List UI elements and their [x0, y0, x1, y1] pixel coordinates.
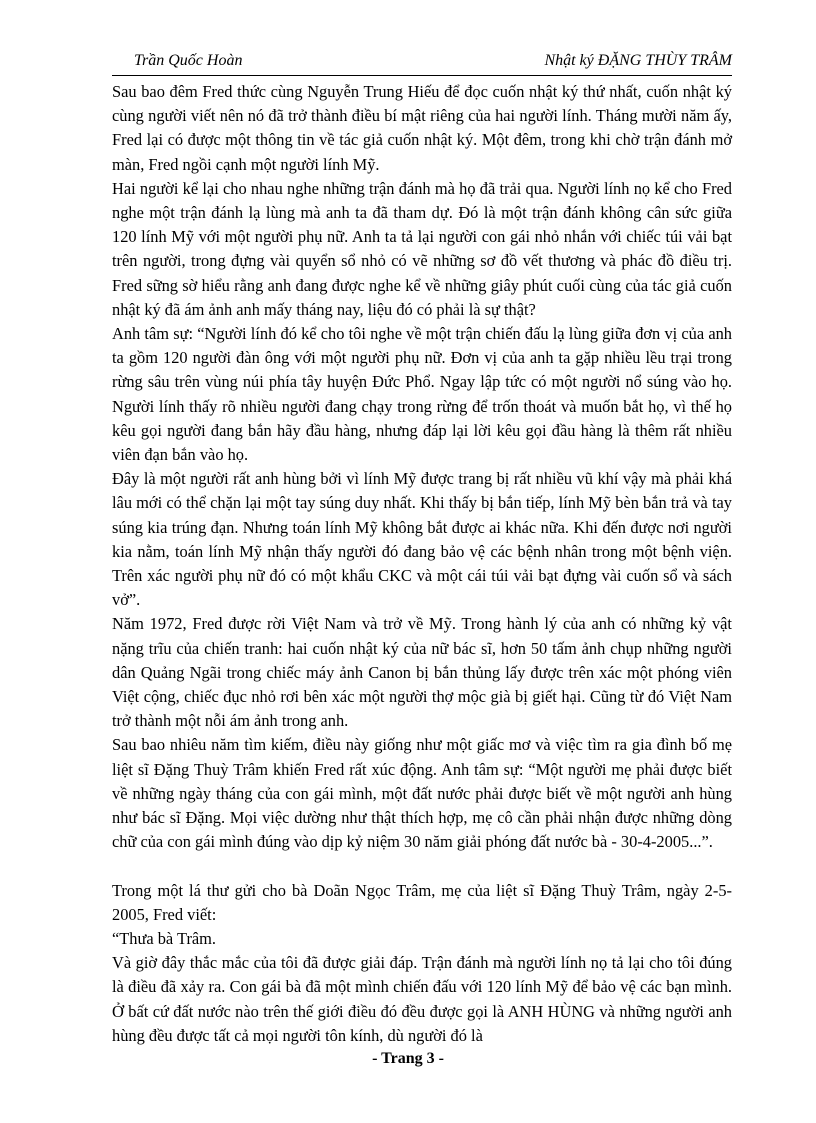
page-number: - Trang 3 -: [372, 1050, 444, 1067]
header-rule: [112, 75, 732, 76]
paragraph: “Thưa bà Trâm.: [112, 928, 217, 948]
paragraph: Sau bao nhiêu năm tìm kiếm, điều này giống như một giấc mơ và việc tìm ra gia đình bố mẹ liệt sĩ Đặng Thuỳ Trâm khiến Fred rất xúc động. Anh tâm sự: “Một người mẹ phải được biết về những ngày tháng của con gái mình, một đất nước phải được biết về một người anh hùng như bác sĩ Đặng. Mọi việc dường như thật thích hợp, mẹ cô cần phải nhận được những dòng chữ của con gái mình đúng vào dịp kỷ niệm 30 năm giải phóng đất nước bà - 30-4-2005...”.: [112, 735, 732, 852]
paragraph-spacer: [112, 855, 732, 879]
page-header: [112, 52, 732, 74]
paragraph: Trong một lá thư gửi cho bà Doãn Ngọc Trâm, mẹ của liệt sĩ Đặng Thuỳ Trâm, ngày 2-5-2005, Fred viết:: [112, 880, 732, 924]
paragraph: Năm 1972, Fred được rời Việt Nam và trở về Mỹ. Trong hành lý của anh có những kỷ vật nặng trĩu của chiến tranh: hai cuốn nhật ký của nữ bác sĩ, hơn 50 tấm ảnh chụp những người dân Quảng Ngãi trong chiếc máy ảnh Canon bị bắn thủng lấy được trên xác một phóng viên Việt cộng, chiếc đục nhỏ rơi bên xác một người thợ mộc già bị giết hại. Cũng từ đó Việt Nam trở thành một nỗi ám ảnh trong anh.: [112, 614, 732, 731]
paragraph: Anh tâm sự: “Người lính đó kể cho tôi nghe về một trận chiến đấu lạ lùng giữa đơn vị của anh ta gồm 120 người đàn ông với một người phụ nữ. Đơn vị của anh ta gặp nhiều lều trại trong rừng sâu trên vùng núi phía tây huyện Đức Phổ. Ngay lập tức có một người nổ súng vào họ. Người lính thấy rõ nhiều người đang chạy trong rừng để trốn thoát và muốn bắt họ, vì thế họ kêu gọi người đang bắn hãy đầu hàng, nhưng đáp lại lời kêu gọi đầu hàng là thêm rất nhiều viên đạn bắn vào họ.: [112, 324, 732, 465]
paragraph: Đây là một người rất anh hùng bởi vì lính Mỹ được trang bị rất nhiều vũ khí vậy mà phải khá lâu mới có thể chặn lại một tay súng duy nhất. Khi thấy bị bắn tiếp, lính Mỹ bèn bắn trả và tay súng kia trúng đạn. Nhưng toán lính Mỹ không bắt được ai khác nữa. Khi đến được nơi người kia nằm, toán lính Mỹ nhận thấy người đó đang bảo vệ các bệnh nhân trong một bệnh viện. Trên xác người phụ nữ đó có một khẩu CKC và một cái túi vải bạt đựng vài cuốn sổ và sách vở”.: [112, 469, 732, 610]
header-book-title: Nhật ký ĐẶNG THÙY TRÂM: [544, 52, 732, 69]
paragraph: Và giờ đây thắc mắc của tôi đã được giải đáp. Trận đánh mà người lính nọ tả lại cho tôi đúng là điều đã xảy ra. Con gái bà đã một mình chiến đấu với 120 lính Mỹ để bảo vệ các bạn mình. Ở bất cứ đất nước nào trên thế giới điều đó đều được gọi là ANH HÙNG và những người anh hùng đều được tất cả mọi người tôn kính, dù người đó là: [112, 953, 732, 1045]
document-body: [112, 80, 732, 1048]
header-author: Trần Quốc Hoàn: [134, 52, 243, 69]
paragraph: Sau bao đêm Fred thức cùng Nguyễn Trung Hiếu để đọc cuốn nhật ký thứ nhất, cuốn nhật ký cùng người viết nên nó đã trở thành điều bí mật riêng của hai người lính. Tháng mười năm ấy, Fred lại có được một thông tin về tác giả cuốn nhật ký. Một đêm, trong khi chờ trận đánh mở màn, Fred ngồi cạnh một người lính Mỹ.: [112, 82, 732, 174]
paragraph: Hai người kể lại cho nhau nghe những trận đánh mà họ đã trải qua. Người lính nọ kể cho Fred nghe một trận đánh lạ lùng mà anh ta đã tham dự. Đó là một trận đánh không cân sức giữa 120 lính Mỹ với một người phụ nữ. Anh ta tả lại người con gái nhỏ nhắn với chiếc túi vải bạt trên người, trong đựng vài quyển sổ nhỏ có vẽ những sơ đồ vết thương và phác đồ điều trị. Fred sững sờ hiểu rằng anh đang được nghe kể về những giây phút cuối cùng của tác giả cuốn nhật ký đã ám ảnh anh mấy tháng nay, liệu đó có phải là sự thật?: [112, 178, 732, 319]
